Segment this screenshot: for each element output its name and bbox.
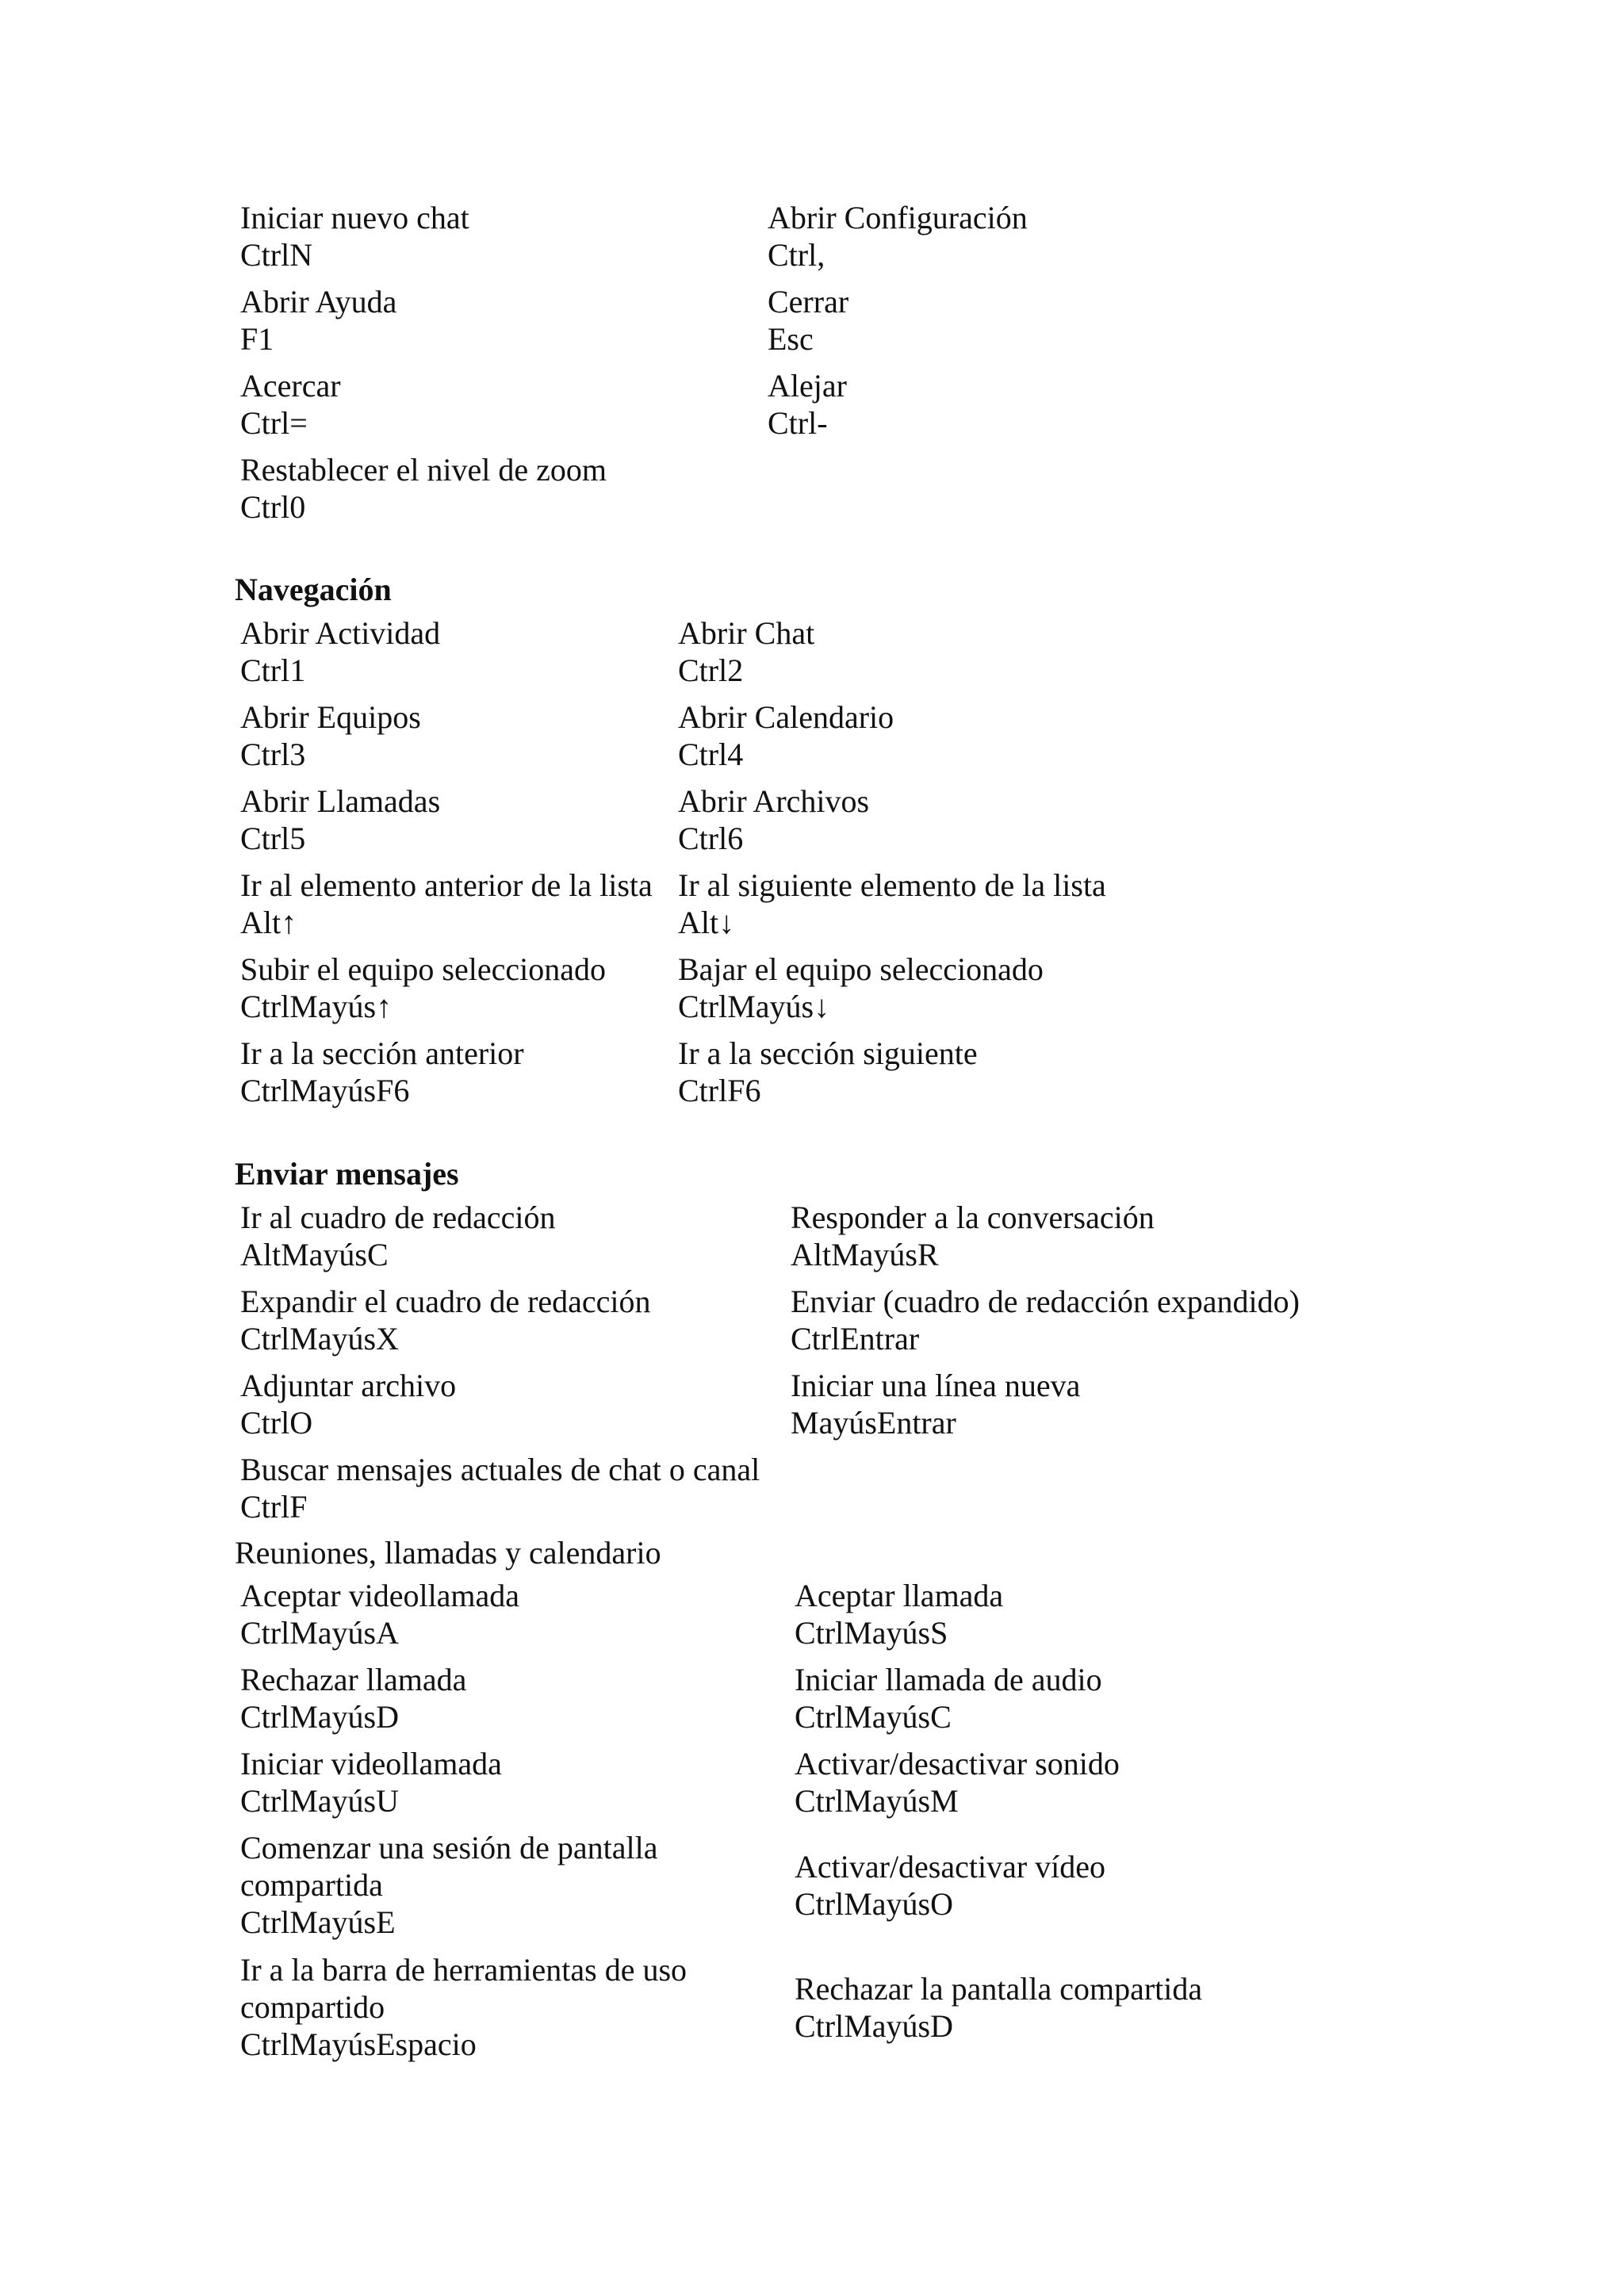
shortcut-label: Aceptar videollamada [240,1578,520,1613]
shortcut-item [240,698,421,773]
shortcut-keys: CtrlMayúsA [240,1615,399,1651]
section-heading-reuniones: Reuniones, llamadas y calendario [235,1535,661,1571]
shortcut-label: Abrir Actividad [240,615,441,651]
shortcut-label: Enviar (cuadro de redacción expandido) [791,1284,1300,1319]
shortcut-keys: CtrlMayúsC [795,1699,952,1735]
shortcut-item [240,199,469,274]
shortcut-keys: F1 [240,321,274,357]
shortcut-label: Ir al elemento anterior de la lista [240,867,653,903]
shortcut-item [678,951,1044,1025]
shortcut-label: Restablecer el nivel de zoom [240,452,607,488]
shortcut-keys: Esc [768,321,814,357]
shortcut-label: Cerrar [768,284,849,320]
shortcut-keys: Ctrl1 [240,652,306,688]
shortcut-item [795,1970,1202,2045]
shortcut-label: Iniciar videollamada [240,1746,502,1781]
shortcut-keys: CtrlO [240,1405,313,1441]
shortcut-label: Rechazar llamada [240,1662,467,1697]
shortcut-label: Acercar [240,368,341,404]
shortcut-keys: Ctrl2 [678,652,744,688]
shortcut-item [768,283,848,358]
shortcut-keys: Ctrl6 [678,821,744,856]
shortcut-label: Rechazar la pantalla compartida [795,1971,1203,2007]
section-heading-navegacion: Navegación [235,572,392,607]
shortcut-item [240,951,606,1025]
shortcut-item [768,199,1028,274]
shortcut-item [795,1577,1003,1651]
shortcut-label: Activar/desactivar sonido [795,1746,1120,1781]
shortcut-item [678,1035,978,1109]
shortcut-label: Abrir Configuración [768,200,1028,235]
shortcut-item [795,1661,1102,1735]
shortcut-label: Ir a la barra de herramientas de uso [240,1952,688,1988]
shortcut-label: Responder a la conversación [791,1200,1155,1235]
shortcut-item [240,1661,466,1735]
shortcut-keys: Ctrl= [240,405,308,441]
shortcut-keys: CtrlF6 [678,1073,761,1108]
shortcut-label-continued: compartida [240,1867,383,1903]
shortcut-item [240,1451,760,1525]
shortcut-label: Bajar el equipo seleccionado [678,951,1044,987]
shortcut-item [791,1367,1080,1441]
shortcut-item [240,1367,456,1441]
shortcut-keys: CtrlMayúsS [795,1615,948,1651]
shortcut-keys: AltMayúsC [240,1237,389,1272]
shortcut-label: Ir al siguiente elemento de la lista [678,867,1106,903]
shortcut-keys: Ctrl- [768,405,828,441]
shortcut-label: Expandir el cuadro de redacción [240,1284,651,1319]
shortcut-keys: Ctrl, [768,237,825,273]
shortcut-keys: CtrlMayúsD [240,1699,399,1735]
shortcut-keys: Ctrl3 [240,737,306,772]
shortcut-label: Abrir Calendario [678,699,894,735]
shortcut-label: Iniciar una línea nueva [791,1368,1081,1403]
shortcut-keys: MayúsEntrar [791,1405,956,1441]
shortcut-keys: CtrlMayúsE [240,1904,396,1940]
shortcut-keys: Alt↑ [240,905,297,940]
shortcut-item [240,1199,556,1273]
shortcut-label: Comenzar una sesión de pantalla [240,1830,658,1866]
shortcut-label: Alejar [768,368,847,404]
shortcut-keys: CtrlMayúsD [795,2008,953,2044]
shortcut-keys: Ctrl5 [240,821,306,856]
shortcut-keys: CtrlF [240,1489,308,1525]
shortcut-keys: CtrlMayúsU [240,1783,399,1819]
shortcut-keys: CtrlMayúsEspacio [240,2026,477,2062]
shortcut-label: Subir el equipo seleccionado [240,951,606,987]
shortcut-item [240,614,440,689]
shortcut-item [795,1745,1120,1820]
shortcut-item [678,698,894,773]
shortcut-item [240,783,440,857]
shortcut-item [240,283,396,358]
shortcut-label: Abrir Ayuda [240,284,397,320]
shortcut-keys: CtrlEntrar [791,1321,920,1357]
shortcut-item [795,1848,1105,1923]
shortcut-keys: CtrlMayús↑ [240,989,393,1024]
shortcut-keys: CtrlMayús↓ [678,989,830,1024]
shortcut-label: Ir al cuadro de redacción [240,1200,556,1235]
shortcut-keys: AltMayúsR [791,1237,939,1272]
shortcut-item [678,867,1106,941]
shortcut-item [678,614,814,689]
shortcut-keys: Ctrl0 [240,489,306,525]
shortcut-item [240,367,341,442]
section-heading-enviar-mensajes: Enviar mensajes [235,1156,459,1192]
shortcut-label: Abrir Equipos [240,699,421,735]
shortcut-label: Iniciar llamada de audio [795,1662,1102,1697]
shortcut-keys: CtrlN [240,237,313,273]
shortcut-item [240,1035,524,1109]
shortcut-item [240,451,607,526]
shortcut-item [791,1199,1155,1273]
shortcut-item [240,1829,657,1941]
shortcut-item [240,867,653,941]
shortcut-label: Buscar mensajes actuales de chat o canal [240,1452,760,1487]
shortcut-keys: CtrlMayúsX [240,1321,399,1357]
shortcut-label: Aceptar llamada [795,1578,1004,1613]
shortcut-item [791,1283,1300,1357]
shortcut-keys: CtrlMayúsM [795,1783,959,1819]
shortcut-label: Abrir Llamadas [240,783,441,819]
shortcut-keys: CtrlMayúsF6 [240,1073,410,1108]
shortcut-item [768,367,847,442]
shortcut-label: Adjuntar archivo [240,1368,457,1403]
shortcut-label-continued: compartido [240,1989,385,2025]
shortcut-item [240,1283,651,1357]
shortcut-label: Iniciar nuevo chat [240,200,469,235]
shortcut-label: Ir a la sección anterior [240,1035,524,1071]
shortcut-item [678,783,869,857]
shortcut-item [240,1951,687,2063]
shortcut-keys: Ctrl4 [678,737,744,772]
shortcut-item [240,1745,502,1820]
shortcut-keys: Alt↓ [678,905,735,940]
shortcut-item [240,1577,519,1651]
shortcut-keys: CtrlMayúsO [795,1886,953,1922]
shortcut-label: Ir a la sección siguiente [678,1035,978,1071]
shortcut-label: Abrir Chat [678,615,815,651]
shortcut-label: Abrir Archivos [678,783,870,819]
shortcut-label: Activar/desactivar vídeo [795,1849,1106,1885]
